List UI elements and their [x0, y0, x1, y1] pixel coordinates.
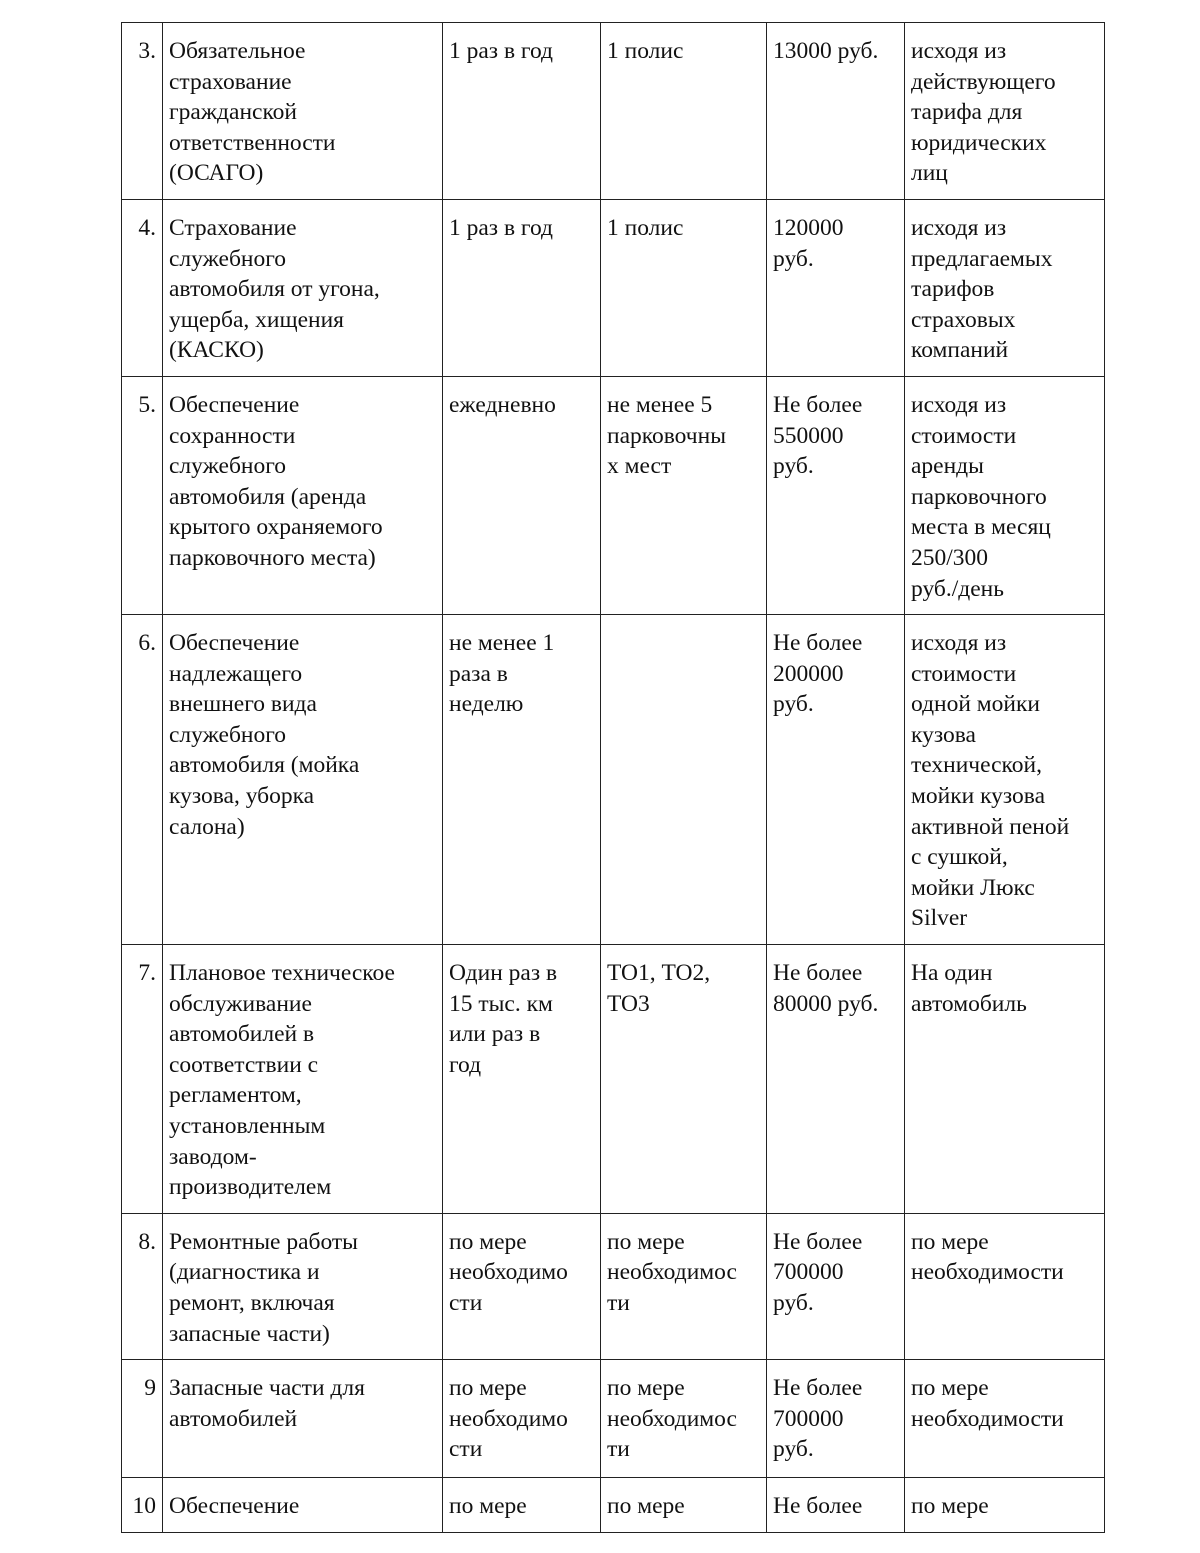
- frequency: Один раз в 15 тыс. км или раз в год: [443, 945, 601, 1214]
- row-number: 10: [122, 1478, 163, 1533]
- quantity: по мере: [601, 1478, 767, 1533]
- service-name: Обеспечение сохранности служебного автомобиля (аренда крытого охраняемого парковочного места): [163, 376, 443, 614]
- note: по мере необходимости: [905, 1360, 1105, 1478]
- cost: Не более 200000 руб.: [767, 615, 905, 945]
- cost: Не более 80000 руб.: [767, 945, 905, 1214]
- row-number: 8.: [122, 1213, 163, 1359]
- note: исходя из стоимости одной мойки кузова технической, мойки кузова активной пеной с сушкой, мойки Люкс Silver: [905, 615, 1105, 945]
- service-name: Ремонтные работы (диагностика и ремонт, включая запасные части): [163, 1213, 443, 1359]
- service-name: Плановое техническое обслуживание автомобилей в соответствии с регламентом, установленным заводом- производителем: [163, 945, 443, 1214]
- note: исходя из стоимости аренды парковочного места в месяц 250/300 руб./день: [905, 376, 1105, 614]
- note: по мере: [905, 1478, 1105, 1533]
- quantity: по мере необходимос ти: [601, 1360, 767, 1478]
- cost: Не более 550000 руб.: [767, 376, 905, 614]
- row-number: 6.: [122, 615, 163, 945]
- services-table: [121, 22, 1105, 1533]
- table-row: [122, 23, 1105, 200]
- frequency: ежедневно: [443, 376, 601, 614]
- cost: 13000 руб.: [767, 23, 905, 200]
- cost: Не более 700000 руб.: [767, 1360, 905, 1478]
- note: исходя из действующего тарифа для юридических лиц: [905, 23, 1105, 200]
- note: по мере необходимости: [905, 1213, 1105, 1359]
- row-number: 9: [122, 1360, 163, 1478]
- quantity: [601, 615, 767, 945]
- frequency: по мере: [443, 1478, 601, 1533]
- row-number: 5.: [122, 376, 163, 614]
- quantity: не менее 5 парковочны х мест: [601, 376, 767, 614]
- quantity: по мере необходимос ти: [601, 1213, 767, 1359]
- row-number: 3.: [122, 23, 163, 200]
- table-row: [122, 1360, 1105, 1478]
- table-row: [122, 1478, 1105, 1533]
- note: На один автомобиль: [905, 945, 1105, 1214]
- table-row: [122, 945, 1105, 1214]
- row-number: 7.: [122, 945, 163, 1214]
- table-row: [122, 376, 1105, 614]
- cost: Не более 700000 руб.: [767, 1213, 905, 1359]
- service-name: Запасные части для автомобилей: [163, 1360, 443, 1478]
- quantity: ТО1, ТО2, ТО3: [601, 945, 767, 1214]
- service-name: Обеспечение: [163, 1478, 443, 1533]
- frequency: 1 раз в год: [443, 199, 601, 376]
- service-name: Обеспечение надлежащего внешнего вида служебного автомобиля (мойка кузова, уборка салона): [163, 615, 443, 945]
- frequency: по мере необходимо сти: [443, 1213, 601, 1359]
- row-number: 4.: [122, 199, 163, 376]
- table-row: [122, 199, 1105, 376]
- cost: 120000 руб.: [767, 199, 905, 376]
- frequency: по мере необходимо сти: [443, 1360, 601, 1478]
- service-name: Обязательное страхование гражданской ответственности (ОСАГО): [163, 23, 443, 200]
- service-name: Страхование служебного автомобиля от угона, ущерба, хищения (КАСКО): [163, 199, 443, 376]
- frequency: 1 раз в год: [443, 23, 601, 200]
- cost: Не более: [767, 1478, 905, 1533]
- quantity: 1 полис: [601, 23, 767, 200]
- note: исходя из предлагаемых тарифов страховых компаний: [905, 199, 1105, 376]
- table-row: [122, 615, 1105, 945]
- frequency: не менее 1 раза в неделю: [443, 615, 601, 945]
- table-row: [122, 1213, 1105, 1359]
- quantity: 1 полис: [601, 199, 767, 376]
